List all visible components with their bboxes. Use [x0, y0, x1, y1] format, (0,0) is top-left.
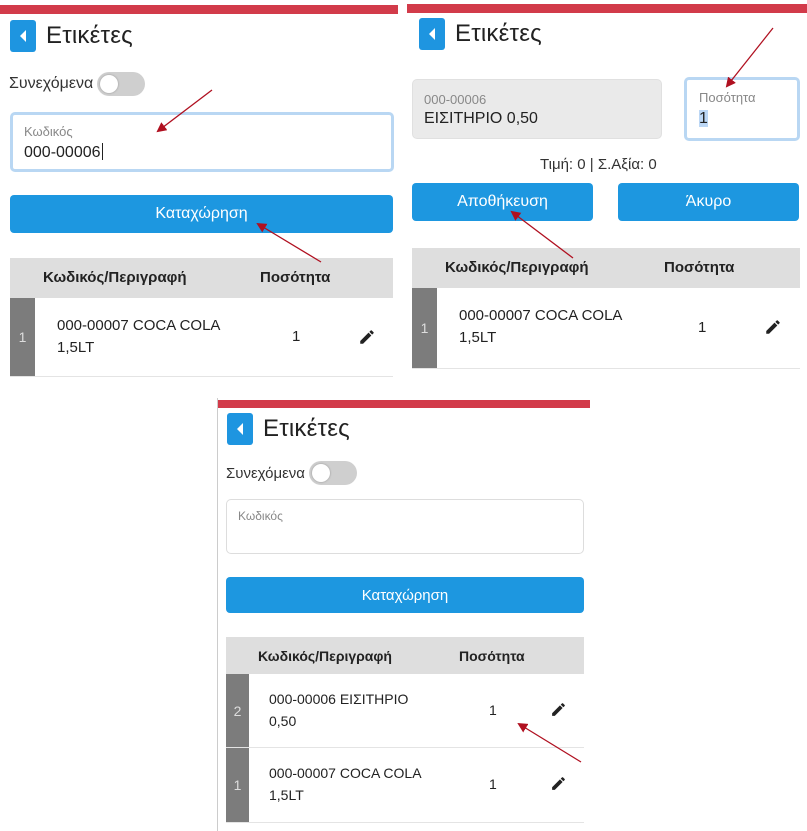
page-title: Ετικέτες: [46, 22, 133, 49]
submit-button[interactable]: Καταχώρηση: [10, 195, 393, 233]
code-input[interactable]: [226, 499, 584, 554]
caret-left-icon: [18, 29, 28, 43]
header-code-description: Κωδικός/Περιγραφή: [43, 269, 187, 286]
continuous-toggle[interactable]: [309, 461, 357, 485]
row-quantity: 1: [489, 702, 497, 718]
submit-button[interactable]: Καταχώρηση: [226, 577, 584, 613]
toggle-knob: [100, 75, 118, 93]
panel-quantity: [407, 0, 807, 380]
items-table: [10, 258, 393, 380]
row-index: 2: [226, 674, 249, 747]
header-code-description: Κωδικός/Περιγραφή: [258, 648, 392, 664]
caret-left-icon: [235, 422, 245, 436]
row-quantity: 1: [292, 328, 301, 345]
row-quantity: 1: [698, 319, 707, 336]
row-index: 1: [412, 288, 437, 368]
table-row[interactable]: [226, 748, 584, 823]
row-quantity: 1: [489, 776, 497, 792]
top-accent-bar: [407, 4, 807, 13]
product-name: ΕΙΣΙΤΗΡΙΟ 0,50: [424, 110, 538, 127]
top-accent-bar: [218, 400, 590, 408]
table-row[interactable]: [226, 674, 584, 748]
row-index: 1: [10, 298, 35, 376]
toggle-label: Συνεχόμενα: [9, 75, 94, 92]
page-title: Ετικέτες: [455, 20, 542, 47]
table-header: [10, 258, 393, 298]
code-input[interactable]: [10, 112, 394, 172]
continuous-toggle-row: [226, 461, 357, 485]
items-table: [226, 637, 584, 831]
product-code: 000-00006: [424, 92, 487, 107]
caret-left-icon: [427, 27, 437, 41]
code-input-value: 000-00006: [24, 144, 101, 161]
back-button[interactable]: [419, 18, 445, 50]
items-table: [412, 248, 800, 370]
table-header: [412, 248, 800, 288]
row-description: 000-00006 ΕΙΣΙΤΗΡΙΟ 0,50: [269, 691, 409, 729]
row-description: 000-00007 COCA COLA 1,5LT: [269, 765, 422, 803]
save-button[interactable]: Αποθήκευση: [412, 183, 593, 221]
toggle-label: Συνεχόμενα: [226, 464, 305, 482]
table-row[interactable]: [412, 288, 800, 369]
header-quantity: Ποσότητα: [664, 259, 735, 276]
back-button[interactable]: [227, 413, 253, 445]
header-quantity: Ποσότητα: [260, 269, 331, 286]
price-summary: Τιμή: 0 | Σ.Αξία: 0: [540, 156, 657, 173]
row-index: 1: [226, 748, 249, 822]
panel-result: [217, 398, 590, 831]
quantity-input-value: 1: [699, 110, 708, 127]
product-field: [412, 79, 662, 139]
panel-entry: [0, 0, 400, 380]
code-input-label: Κωδικός: [24, 124, 73, 139]
toggle-knob: [312, 464, 330, 482]
continuous-toggle[interactable]: [97, 72, 145, 96]
row-description: 000-00007 COCA COLA 1,5LT: [459, 307, 623, 346]
continuous-toggle-row: [9, 72, 145, 96]
page-header: [419, 18, 542, 50]
page-header: [10, 20, 133, 52]
cancel-button[interactable]: Άκυρο: [618, 183, 799, 221]
page-title: Ετικέτες: [263, 415, 350, 442]
pencil-icon[interactable]: [358, 328, 376, 346]
row-description: 000-00007 COCA COLA 1,5LT: [57, 317, 221, 356]
header-code-description: Κωδικός/Περιγραφή: [445, 259, 589, 276]
table-header: [226, 637, 584, 674]
quantity-input[interactable]: [684, 77, 800, 141]
page-header: [227, 413, 350, 445]
quantity-input-label: Ποσότητα: [699, 90, 756, 105]
table-row[interactable]: [10, 298, 393, 377]
pencil-icon[interactable]: [550, 775, 567, 792]
back-button[interactable]: [10, 20, 36, 52]
code-input-label: Κωδικός: [238, 509, 283, 523]
header-quantity: Ποσότητα: [459, 648, 525, 664]
top-accent-bar: [0, 5, 398, 14]
pencil-icon[interactable]: [764, 318, 782, 336]
pencil-icon[interactable]: [550, 701, 567, 718]
